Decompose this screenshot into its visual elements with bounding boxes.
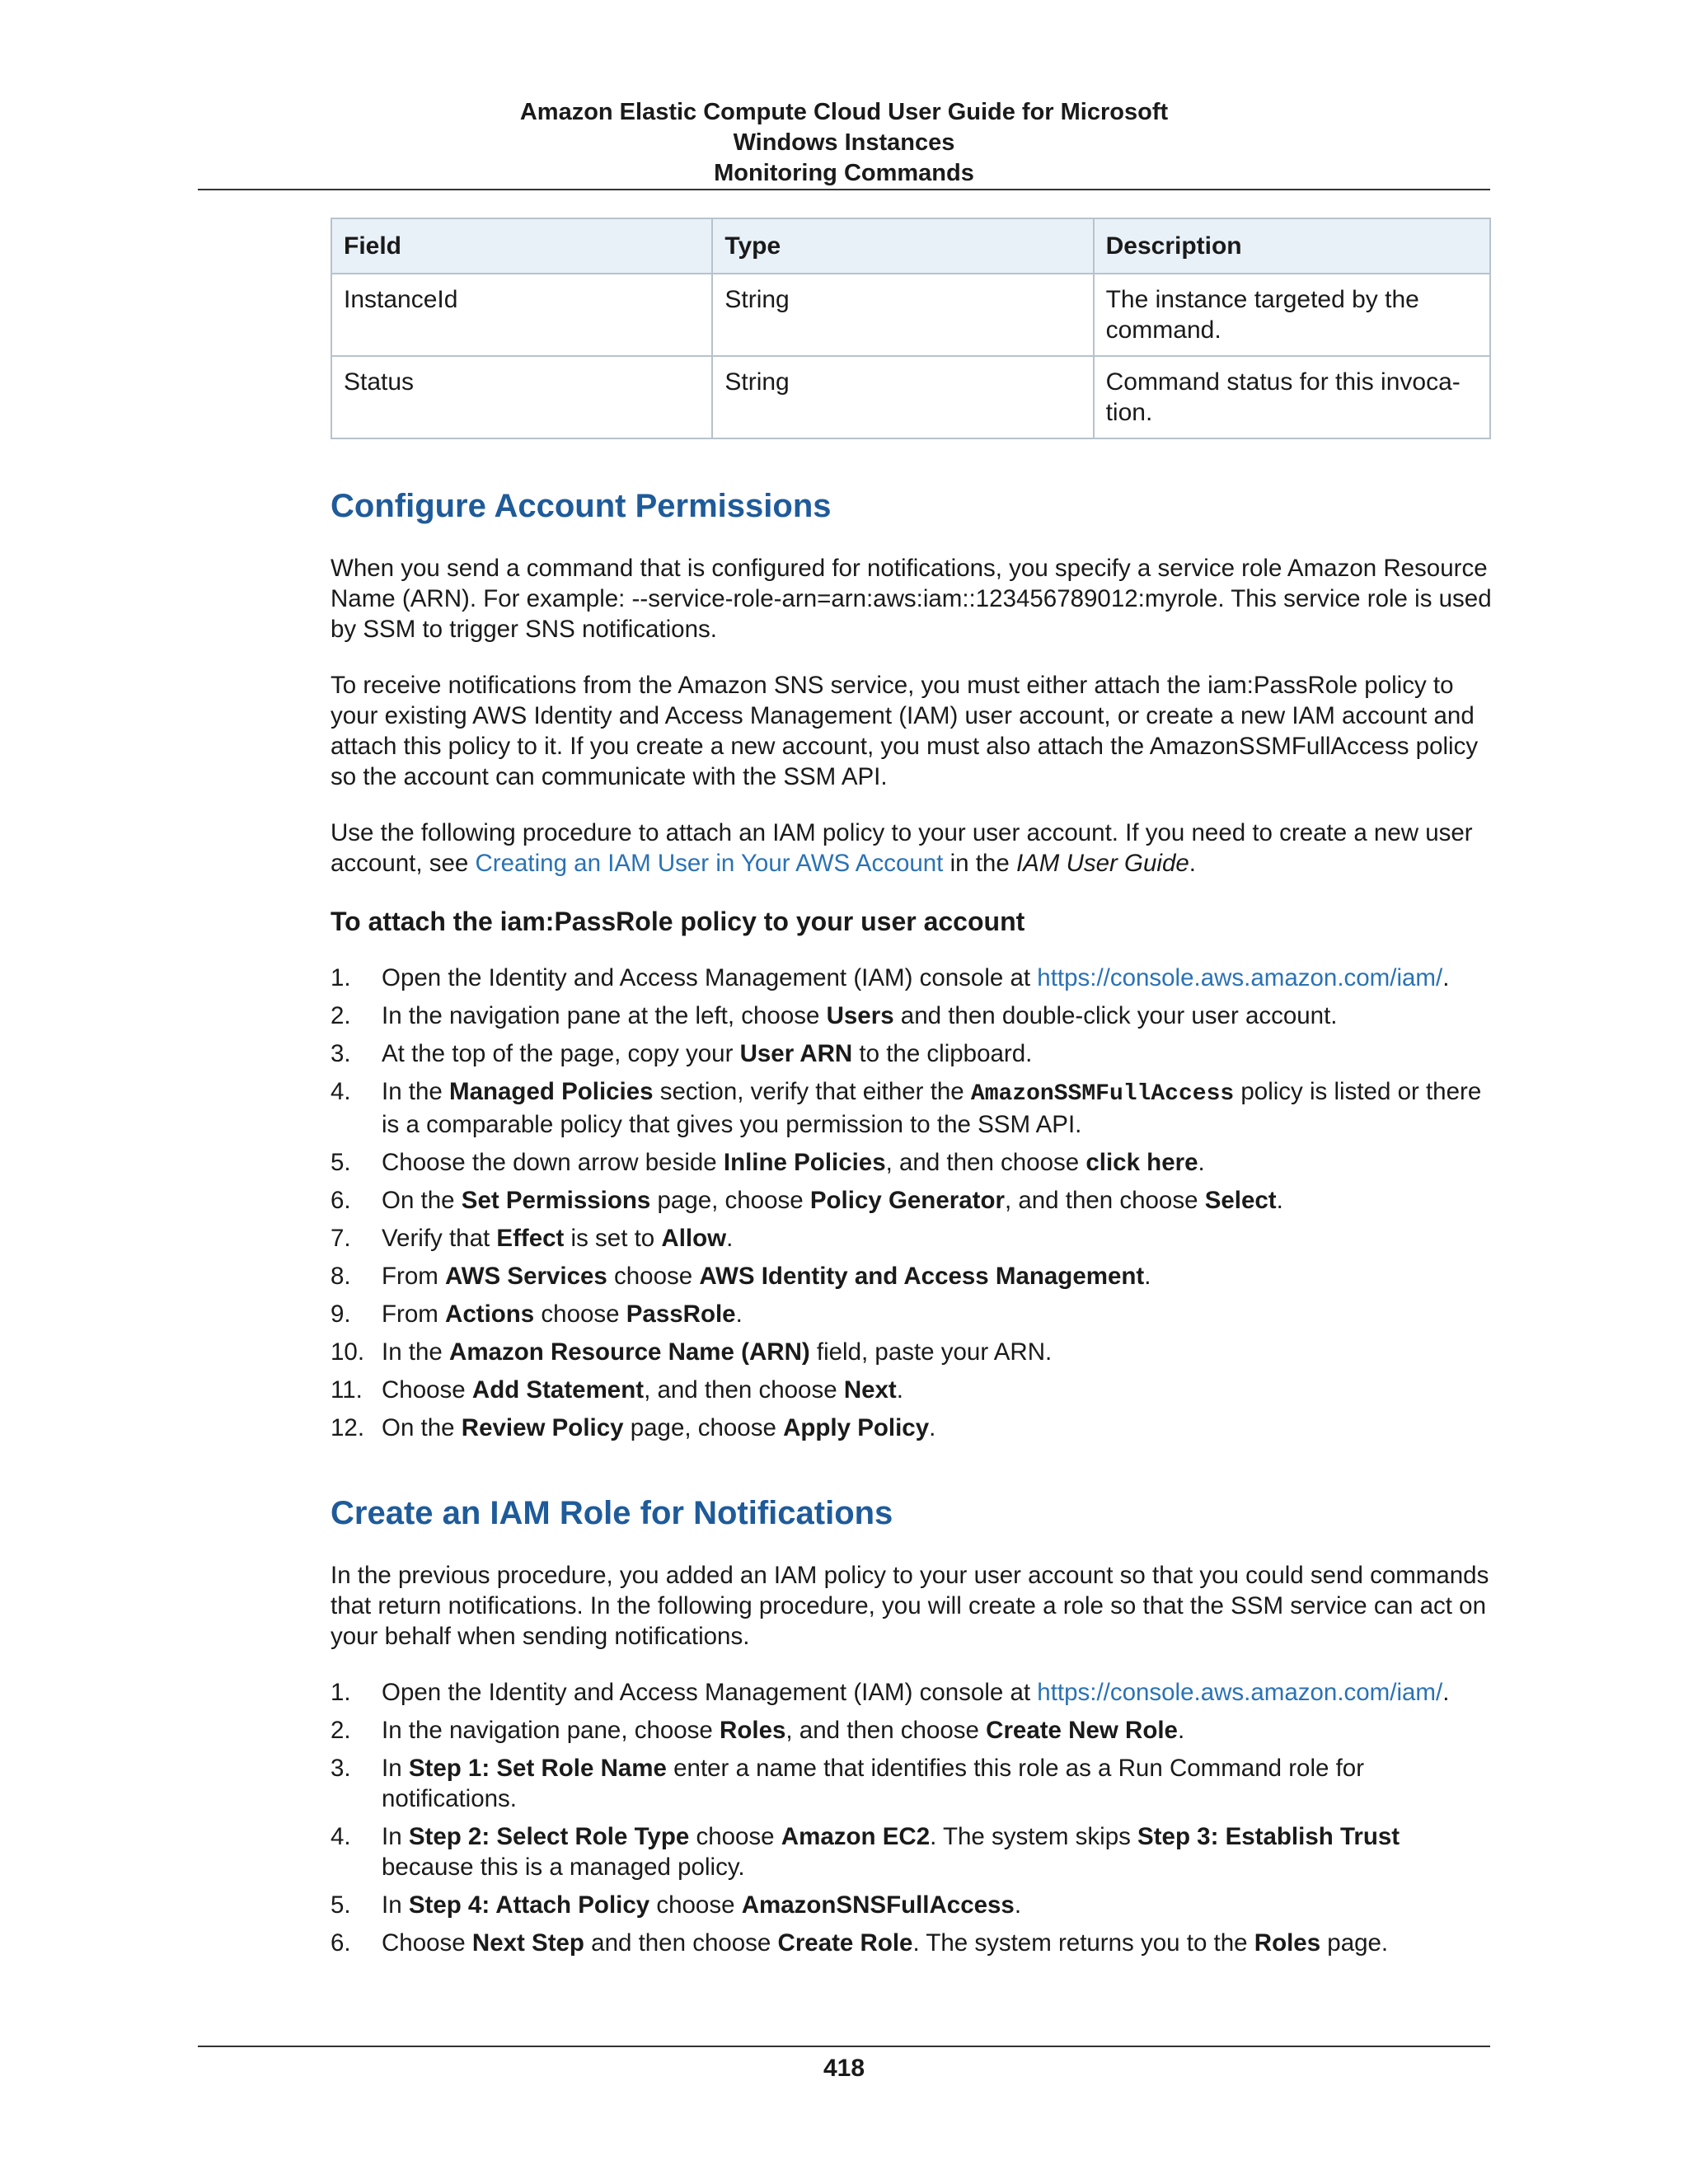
paragraph-text: in the: [943, 850, 1016, 877]
step-text: page.: [1320, 1929, 1389, 1957]
step-text: , and then choose: [885, 1149, 1086, 1176]
header-rule: [198, 189, 1490, 190]
ui-term: Apply Policy: [783, 1414, 930, 1441]
column-header-field: Field: [331, 218, 712, 274]
list-item: [331, 1821, 1493, 1882]
cell-description: The instance targeted by the command.: [1094, 274, 1490, 356]
ui-term: Actions: [445, 1301, 535, 1328]
step-text: . The system returns you to the: [912, 1929, 1254, 1957]
header-chapter-title: Monitoring Commands: [714, 160, 974, 186]
iam-console-link[interactable]: https://console.aws.amazon.com/iam/: [1037, 1679, 1443, 1706]
section-title-create-iam-role: Create an IAM Role for Notifications: [331, 1495, 893, 1531]
step-text: enter a name that identifies this role as a Run Command role for notifications.: [382, 1755, 1365, 1812]
step-text: is set to: [564, 1225, 662, 1252]
step-text: , and then choose: [785, 1717, 987, 1744]
step-text: .: [1442, 964, 1450, 991]
ui-term: Set Permissions: [461, 1187, 651, 1214]
step-text: On the: [382, 1414, 462, 1441]
step-number: 7.: [331, 1225, 351, 1252]
ui-term: Create Role: [777, 1929, 913, 1957]
step-text: , and then choose: [1004, 1187, 1205, 1214]
ui-term: Step 3: Establish Trust: [1137, 1823, 1400, 1850]
list-item: [331, 1375, 1493, 1405]
step-text: Open the Identity and Access Management (IAM) console at: [382, 1679, 1038, 1706]
table-row: [331, 274, 1490, 356]
step-text: page, choose: [650, 1187, 810, 1214]
column-header-type: Type: [712, 218, 1093, 274]
step-text: .: [1198, 1149, 1205, 1176]
ui-term: AWS Identity and Access Management: [699, 1263, 1145, 1290]
list-item: [331, 1715, 1493, 1746]
step-text: because this is a managed policy.: [382, 1854, 745, 1881]
step-text: In the navigation pane at the left, choose: [382, 1002, 827, 1029]
paragraph-role-intro: In the previous procedure, you added an IAM policy to your user account so that you could send commands that return notifications. In the following procedure, you will create a role so that the SSM service can act on your behalf when sending notifications.: [331, 1562, 1489, 1650]
ui-term: Effect: [496, 1225, 565, 1252]
step-number: 6.: [331, 1187, 351, 1214]
list-item: [331, 1890, 1493, 1920]
ui-term: Amazon Resource Name (ARN): [449, 1338, 810, 1366]
list-item: [331, 1677, 1493, 1708]
step-text: .: [1177, 1717, 1185, 1744]
list-item: [331, 963, 1493, 993]
running-header: [198, 97, 1490, 189]
paragraph-service-role-arn: When you send a command that is configured for notifications, you specify a service role Amazon Resource Name (ARN). For example: --service-role-arn=arn:aws:iam::123456789012:myrole. This service role is used by SSM to trigger SNS notifications.: [331, 555, 1492, 643]
list-item: [331, 1928, 1493, 1958]
procedure-title-attach-passrole: To attach the iam:PassRole policy to your user account: [331, 907, 1025, 936]
step-text: choose: [534, 1301, 626, 1328]
cell-field: Status: [331, 356, 712, 438]
step-number: 9.: [331, 1301, 351, 1328]
ui-term: Next Step: [471, 1929, 584, 1957]
ui-term: click here: [1085, 1149, 1198, 1176]
step-text: From: [382, 1263, 446, 1290]
step-text: to the clipboard.: [852, 1040, 1033, 1067]
step-text: At the top of the page, copy your: [382, 1040, 740, 1067]
step-number: 3.: [331, 1755, 351, 1782]
ui-term: Step 1: Set Role Name: [408, 1755, 667, 1782]
paragraph-attach-policy-intro: [331, 818, 1493, 879]
list-item: [331, 1337, 1493, 1367]
step-text: Choose: [382, 1376, 472, 1404]
step-number: 1.: [331, 964, 351, 991]
list-item: [331, 1223, 1493, 1254]
cell-type: String: [712, 274, 1093, 356]
list-item: [331, 1261, 1493, 1291]
step-text: From: [382, 1301, 446, 1328]
ui-term: AWS Services: [445, 1263, 607, 1290]
step-text: Choose: [382, 1929, 472, 1957]
table-row: [331, 356, 1490, 438]
step-number: 10.: [331, 1338, 365, 1366]
list-item: [331, 1038, 1493, 1069]
step-number: 6.: [331, 1929, 351, 1957]
header-guide-title: Amazon Elastic Compute Cloud User Guide for Microsoft: [519, 99, 1169, 125]
step-text: policy is listed or there is a comparable policy that gives you permission to the SSM API.: [382, 1078, 1482, 1138]
step-text: . The system skips: [930, 1823, 1138, 1850]
list-item: [331, 1753, 1493, 1814]
ui-term: Select: [1204, 1187, 1277, 1214]
step-text: In the: [382, 1338, 450, 1366]
ui-term: Users: [826, 1002, 894, 1029]
step-number: 12.: [331, 1414, 365, 1441]
step-text: In: [382, 1891, 409, 1919]
ui-term: Managed Policies: [449, 1078, 654, 1105]
step-number: 3.: [331, 1040, 351, 1067]
ui-term: AmazonSNSFullAccess: [741, 1891, 1015, 1919]
step-number: 2.: [331, 1717, 351, 1744]
cell-field: InstanceId: [331, 274, 712, 356]
step-number: 4.: [331, 1823, 351, 1850]
creating-iam-user-link[interactable]: Creating an IAM User in Your AWS Account: [475, 850, 944, 877]
fields-table: [331, 218, 1491, 439]
list-item: [331, 1147, 1493, 1178]
ui-term: Create New Role: [986, 1717, 1178, 1744]
step-text: choose: [649, 1891, 742, 1919]
iam-user-guide-title: IAM User Guide: [1015, 850, 1189, 877]
step-text: field, paste your ARN.: [809, 1338, 1053, 1366]
step-text: In the navigation pane, choose: [382, 1717, 720, 1744]
step-text: .: [1014, 1891, 1022, 1919]
step-text: .: [929, 1414, 936, 1441]
ui-term: Next: [843, 1376, 897, 1404]
step-text: choose: [689, 1823, 781, 1850]
ui-term: Roles: [1254, 1929, 1321, 1957]
step-number: 2.: [331, 1002, 351, 1029]
step-text: and then double-click your user account.: [893, 1002, 1338, 1029]
paragraph-text: Use the following procedure to attach an IAM policy to your user account. If you need to create a new user account, see: [331, 819, 1473, 877]
procedure-steps-create-role: [331, 1677, 1493, 1966]
table-header-row: [331, 218, 1490, 274]
step-number: 5.: [331, 1891, 351, 1919]
ui-term: Policy Generator: [809, 1187, 1005, 1214]
column-header-description: Description: [1094, 218, 1490, 274]
list-item: [331, 1076, 1493, 1140]
step-number: 5.: [331, 1149, 351, 1176]
ui-term: Inline Policies: [723, 1149, 886, 1176]
step-number: 8.: [331, 1263, 351, 1290]
iam-console-link[interactable]: https://console.aws.amazon.com/iam/: [1037, 964, 1443, 991]
step-text: .: [1276, 1187, 1283, 1214]
ui-term: PassRole: [626, 1301, 736, 1328]
policy-name-code: AmazonSSMFullAccess: [970, 1081, 1235, 1107]
list-item: [331, 1413, 1493, 1443]
step-text: , and then choose: [644, 1376, 844, 1404]
ui-term: Step 4: Attach Policy: [408, 1891, 650, 1919]
ui-term: Review Policy: [461, 1414, 624, 1441]
header-guide-subtitle: Windows Instances: [733, 129, 955, 156]
procedure-steps-attach-policy: [331, 963, 1493, 1451]
step-text: section, verify that either the: [653, 1078, 971, 1105]
step-text: In: [382, 1823, 409, 1850]
cell-type: String: [712, 356, 1093, 438]
step-text: In: [382, 1755, 409, 1782]
ui-term: Add Statement: [471, 1376, 645, 1404]
list-item: [331, 1299, 1493, 1329]
step-text: .: [1442, 1679, 1450, 1706]
step-text: .: [726, 1225, 734, 1252]
step-text: choose: [607, 1263, 700, 1290]
step-number: 11.: [331, 1376, 363, 1404]
step-text: Open the Identity and Access Management (IAM) console at: [382, 964, 1038, 991]
section-title-configure-account-permissions: Configure Account Permissions: [331, 488, 832, 524]
step-text: Verify that: [382, 1225, 497, 1252]
list-item: [331, 1001, 1493, 1031]
step-text: and then choose: [584, 1929, 778, 1957]
ui-term: Amazon EC2: [781, 1823, 931, 1850]
ui-term: User ARN: [739, 1040, 853, 1067]
step-text: On the: [382, 1187, 462, 1214]
list-item: [331, 1185, 1493, 1216]
step-text: .: [896, 1376, 903, 1404]
footer-rule: [198, 2046, 1490, 2047]
step-text: page, choose: [623, 1414, 784, 1441]
step-text: .: [735, 1301, 743, 1328]
step-text: Choose the down arrow beside: [382, 1149, 724, 1176]
step-number: 1.: [331, 1679, 351, 1706]
ui-term: Step 2: Select Role Type: [408, 1823, 690, 1850]
paragraph-passrole-requirements: To receive notifications from the Amazon SNS service, you must either attach the iam:PassRole policy to your existing AWS Identity and Access Management (IAM) user account, or create a new IAM account and attach this policy to it. If you create a new account, you must also attach the AmazonSSMFullAccess policy so the account can communicate with the SSM API.: [331, 672, 1479, 790]
step-text: .: [1144, 1263, 1151, 1290]
page-number: 418: [823, 2055, 865, 2082]
paragraph-text: .: [1189, 850, 1196, 877]
cell-description: Command status for this invoca- tion.: [1094, 356, 1490, 438]
ui-term: Allow: [661, 1225, 727, 1252]
step-text: In the: [382, 1078, 450, 1105]
step-number: 4.: [331, 1078, 351, 1105]
ui-term: Roles: [720, 1717, 786, 1744]
